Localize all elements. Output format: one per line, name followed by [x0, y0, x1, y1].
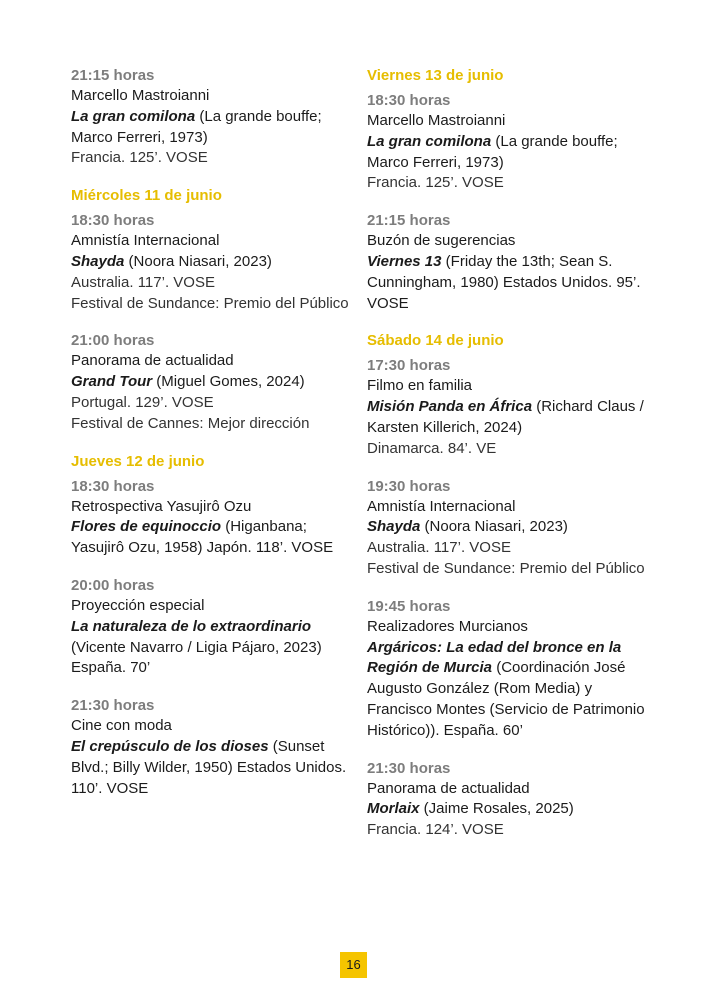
film-entry: [367, 799, 647, 820]
film-detail: Australia. 117’. VOSE: [71, 273, 215, 291]
session-time: 21:15 horas: [71, 67, 155, 84]
session-section: Panorama de actualidad: [367, 779, 530, 797]
film-info: (Miguel Gomes, 2024): [152, 373, 305, 391]
session-section: Amnistía Internacional: [71, 232, 220, 250]
session-time: 20:00 horas: [71, 576, 155, 594]
day-heading: Viernes 13 de junio: [367, 67, 504, 84]
page-number: 16: [340, 952, 367, 978]
session: [71, 331, 349, 434]
film-title: Misión Panda en África: [367, 398, 533, 416]
session: [367, 356, 647, 459]
left-column: [71, 66, 349, 816]
film-detail: Portugal. 129’. VOSE: [71, 393, 214, 411]
session-time: 21:00 horas: [71, 332, 155, 350]
film-title: La gran comilona: [71, 107, 196, 125]
session-time: 21:15 horas: [367, 212, 451, 230]
film-info: (Noora Niasari, 2023): [124, 252, 272, 270]
film-info: (La grande bouffe; Marco Ferreri, 1973): [367, 132, 618, 171]
session-section: Retrospectiva Yasujirô Ozu: [71, 497, 252, 515]
session: [367, 477, 647, 580]
film-title: El crepúsculo de los dioses: [71, 737, 269, 755]
film-detail: Francia. 124’. VOSE: [367, 821, 504, 839]
session-time: 21:30 horas: [367, 759, 451, 777]
film-title: Viernes 13: [367, 252, 442, 270]
session-section: Marcello Mastroianni: [71, 87, 210, 104]
film-detail: Festival de Sundance: Premio del Público: [367, 559, 645, 577]
right-column: [367, 66, 647, 858]
day-heading: Miércoles 11 de junio: [71, 187, 222, 205]
film-entry: [367, 132, 647, 174]
session-time: 17:30 horas: [367, 357, 451, 375]
session: [71, 477, 349, 559]
film-entry: [71, 107, 349, 149]
session: [71, 576, 349, 679]
session-section: Buzón de sugerencias: [367, 232, 516, 250]
session-section: Panorama de actualidad: [71, 352, 234, 370]
film-entry: [71, 252, 349, 273]
session-time: 18:30 horas: [71, 212, 155, 230]
film-info: (Higanbana; Yasujirô Ozu, 1958) Japón. 118’. VOSE: [71, 518, 334, 557]
film-title: Flores de equinoccio: [71, 518, 222, 536]
film-title: Argáricos: La edad del bronce en la Región de Murcia: [367, 638, 622, 677]
film-detail: Festival de Cannes: Mejor dirección: [71, 414, 310, 432]
session: [367, 759, 647, 841]
film-detail: Australia. 117’. VOSE: [367, 539, 511, 557]
session: [367, 91, 647, 194]
film-entry: [367, 638, 647, 742]
film-info: (Friday the 13th; Sean S. Cunningham, 1980) Estados Unidos. 95’. VOSE: [367, 252, 641, 312]
day-heading: Jueves 12 de junio: [71, 452, 205, 470]
film-info: (Vicente Navarro / Ligia Pájaro, 2023) España. 70’: [71, 638, 322, 677]
film-title: Grand Tour: [71, 373, 153, 391]
film-entry: [71, 737, 349, 799]
film-title: La naturaleza de lo extraordinario: [71, 617, 312, 635]
film-entry: [367, 517, 647, 538]
session-time: 21:30 horas: [71, 697, 155, 715]
session-time: 18:30 horas: [71, 477, 155, 495]
film-info: (La grande bouffe; Marco Ferreri, 1973): [71, 107, 322, 146]
day-heading: Sábado 14 de junio: [367, 332, 504, 350]
film-info: (Sunset Blvd.; Billy Wilder, 1950) Estados Unidos. 110’. VOSE: [71, 737, 347, 797]
session: [367, 211, 647, 314]
film-title: Shayda: [367, 518, 421, 536]
session: [367, 597, 647, 742]
film-title: Shayda: [71, 252, 125, 270]
film-info: (Noora Niasari, 2023): [420, 518, 568, 536]
session-time: 19:45 horas: [367, 597, 451, 615]
film-entry: [71, 517, 349, 559]
session: [71, 66, 349, 169]
film-entry: [367, 397, 647, 439]
film-title: Morlaix: [367, 800, 420, 818]
film-detail: Dinamarca. 84’. VE: [367, 439, 497, 457]
film-info: (Jaime Rosales, 2025): [419, 800, 574, 818]
session-section: Amnistía Internacional: [367, 497, 516, 515]
session-time: 18:30 horas: [367, 92, 451, 109]
session-section: Filmo en familia: [367, 377, 473, 395]
session-section: Cine con moda: [71, 717, 172, 735]
film-entry: [71, 372, 349, 393]
session-time: 19:30 horas: [367, 477, 451, 495]
film-entry: [71, 617, 349, 679]
film-detail: Francia. 125’. VOSE: [367, 174, 504, 192]
film-entry: [367, 252, 647, 314]
session: [71, 211, 349, 314]
film-detail: Festival de Sundance: Premio del Público: [71, 294, 349, 312]
film-title: La gran comilona: [367, 132, 492, 150]
film-info: (Richard Claus / Karsten Killerich, 2024): [367, 398, 644, 436]
session: [71, 696, 349, 799]
film-detail: Francia. 125’. VOSE: [71, 149, 208, 167]
session-section: Proyección especial: [71, 596, 205, 614]
session-section: Realizadores Murcianos: [367, 617, 528, 635]
session-section: Marcello Mastroianni: [367, 112, 506, 129]
film-info: (Coordinación José Augusto González (Rom Media) y Francisco Montes (Servicio de Patrimonio Histórico)). España. 60’: [367, 659, 645, 739]
